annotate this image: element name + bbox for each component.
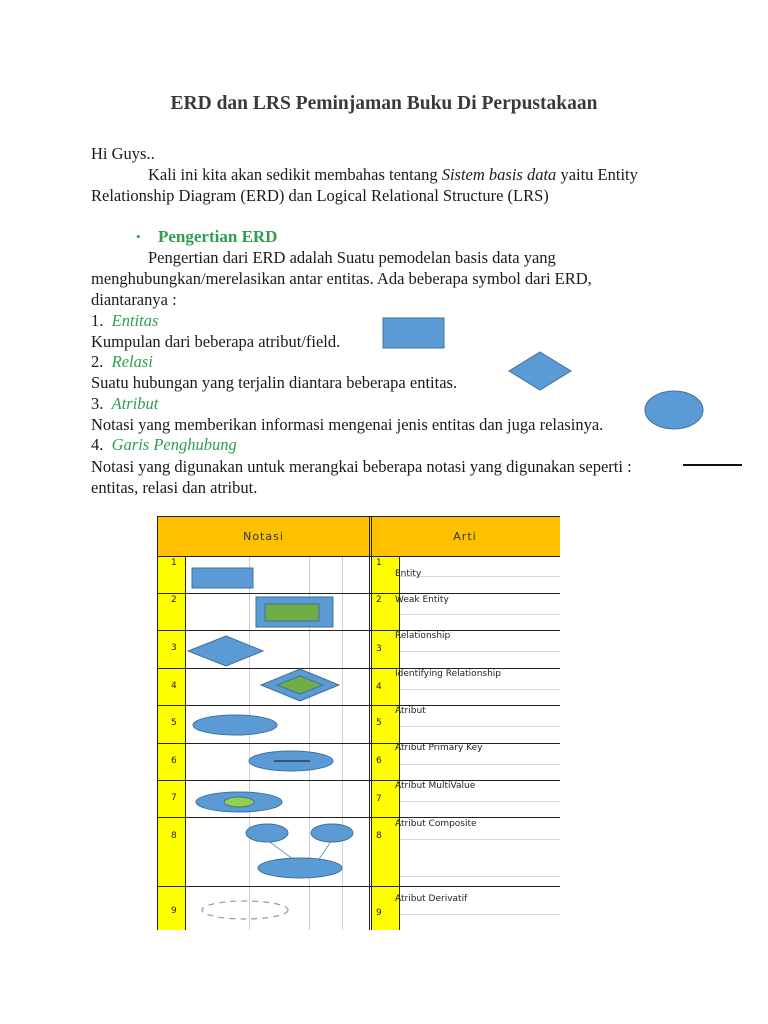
definition-line-2: menghubungkan/merelasikan antar entitas. Ada beberapa symbol dari ERD, xyxy=(91,269,592,288)
composite-child-icon xyxy=(311,824,353,842)
arti-label: Atribut xyxy=(395,706,426,716)
symbol-description: Notasi yang digunakan untuk merangkai beberapa notasi yang digunakan seperti : xyxy=(91,457,632,476)
row-number: 7 xyxy=(376,794,382,804)
arti-label: Atribut Primary Key xyxy=(395,743,483,753)
atribut-icon xyxy=(193,715,277,735)
row-number: 8 xyxy=(376,831,382,841)
row-number: 1 xyxy=(171,558,177,568)
table-header-notasi: Notasi xyxy=(157,516,370,557)
notation-table xyxy=(157,516,560,930)
symbol-number: 3. xyxy=(91,394,104,413)
row-number: 2 xyxy=(376,595,382,605)
symbol-name: Atribut xyxy=(111,394,159,413)
intro-text-before: Kali ini kita akan sedikit membahas tentang xyxy=(148,165,442,184)
definition-line-3: diantaranya : xyxy=(91,290,177,309)
row-number: 3 xyxy=(171,643,177,653)
intro-text-after: yaitu Entity xyxy=(556,165,638,184)
multivalue-inner-icon xyxy=(224,797,254,807)
relation-diamond-icon xyxy=(509,352,571,390)
row-number: 1 xyxy=(376,558,382,568)
row-number: 9 xyxy=(376,908,382,918)
symbol-number: 1. xyxy=(91,311,104,330)
intro-line-2: Relationship Diagram (ERD) dan Logical Relational Structure (LRS) xyxy=(91,186,549,205)
row-number: 5 xyxy=(376,718,382,728)
entity-icon xyxy=(192,568,253,588)
row-number: 9 xyxy=(171,906,177,916)
row-number: 5 xyxy=(171,718,177,728)
row-number: 8 xyxy=(171,831,177,841)
row-number: 7 xyxy=(171,793,177,803)
arti-label: Weak Entity xyxy=(395,595,449,605)
document-title: ERD dan LRS Peminjaman Buku Di Perpustakaan xyxy=(170,93,598,114)
derivatif-dashed-icon xyxy=(202,901,288,919)
arti-label: Entity xyxy=(395,569,422,579)
symbol-description-cont: entitas, relasi dan atribut. xyxy=(91,478,258,497)
greeting: Hi Guys.. xyxy=(91,144,155,163)
weak-entity-inner-icon xyxy=(265,604,319,621)
section-heading: Pengertian ERD xyxy=(158,227,278,246)
notation-shapes xyxy=(157,516,370,930)
arti-label: Relationship xyxy=(395,631,451,641)
row-number: 3 xyxy=(376,644,382,654)
row-number: 2 xyxy=(171,595,177,605)
symbol-description: Kumpulan dari beberapa atribut/field. xyxy=(91,332,341,351)
row-number: 6 xyxy=(376,756,382,766)
row-number: 4 xyxy=(376,682,382,692)
symbol-name: Relasi xyxy=(111,352,153,371)
symbol-description: Suatu hubungan yang terjalin diantara beberapa entitas. xyxy=(91,373,458,392)
arti-label: Atribut Composite xyxy=(395,819,477,829)
attribute-ellipse-icon xyxy=(645,391,703,429)
composite-child-icon xyxy=(246,824,288,842)
intro-italic-term: Sistem basis data xyxy=(441,165,557,184)
definition-line-1: Pengertian dari ERD adalah Suatu pemodelan basis data yang xyxy=(148,248,556,267)
arti-label: Atribut MultiValue xyxy=(395,781,476,791)
symbol-name: Entitas xyxy=(111,311,159,330)
symbol-number: 4. xyxy=(91,435,104,454)
arti-label: Identifying Relationship xyxy=(395,669,502,679)
entity-rectangle-icon xyxy=(383,318,444,348)
row-number: 4 xyxy=(171,681,177,691)
symbol-name: Garis Penghubung xyxy=(111,435,237,454)
relationship-icon xyxy=(188,636,263,666)
row-number: 6 xyxy=(171,756,177,766)
symbol-number: 2. xyxy=(91,352,104,371)
arti-label: Atribut Derivatif xyxy=(395,894,468,904)
bullet-icon: • xyxy=(136,229,141,244)
table-header-arti: Arti xyxy=(370,516,560,557)
symbol-description: Notasi yang memberikan informasi mengenai jenis entitas dan juga relasinya. xyxy=(91,415,604,434)
composite-parent-icon xyxy=(258,858,342,878)
